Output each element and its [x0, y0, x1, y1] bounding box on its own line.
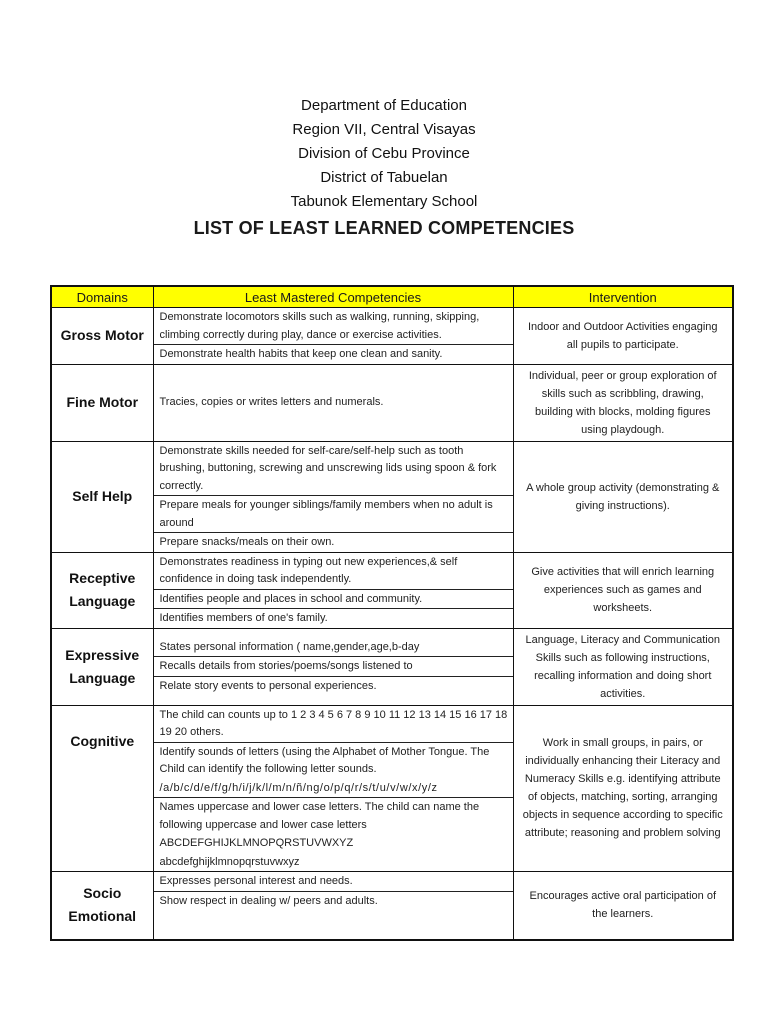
competency-item: Tracies, copies or writes letters and numerals.: [159, 396, 384, 409]
letter-sounds-item: /a/b/c/d/e/f/g/h/i/j/k/l/m/n/ñ/ng/o/p/q/r/s/t/u/v/w/x/y/z: [154, 779, 513, 799]
competency-item: Demonstrate locomotors skills such as walking, running, skipping, climbing correctly during play, dance or exercise activities.: [154, 308, 513, 345]
header-department: Department of Education: [301, 97, 467, 114]
competency-item: Identify sounds of letters (using the Alphabet of Mother Tongue. The Child can identify the following letter sounds.: [159, 745, 490, 775]
competency-item: The child can counts up to 1 2 3 4 5 6 7 8 9 10 11 12 13 14 15 16 17 18 19 20 others.: [154, 706, 513, 743]
intervention-cell: Give activities that will enrich learning experiences such as games and worksheets.: [513, 552, 733, 628]
uppercase-letters-item: ABCDEFGHIJKLMNOPQRSTUVWXYZ: [159, 837, 354, 849]
competencies-cell: [153, 364, 513, 441]
header-school: Tabunok Elementary School: [290, 193, 478, 210]
competency-item: Names uppercase and lower case letters. The child can name the following uppercase and lower case letters: [159, 801, 480, 831]
lowercase-letters-item: abcdefghijklmnopqrstuvwxyz: [159, 855, 300, 868]
intervention-cell: Individual, peer or group exploration of skills such as scribbling, drawing, building with blocks, molding figures using playdough.: [513, 364, 733, 441]
column-header-competencies: Least Mastered Competencies: [153, 286, 513, 308]
competency-item: Identifies people and places in school and community.: [154, 590, 513, 610]
table-row: [51, 552, 733, 628]
header-division: Division of Cebu Province: [298, 145, 470, 162]
competency-item: Show respect in dealing w/ peers and adults.: [159, 894, 378, 907]
document-title: LIST OF LEAST LEARNED COMPETENCIES: [193, 218, 575, 238]
column-header-domains: Domains: [51, 286, 153, 308]
competencies-cell: [153, 441, 513, 552]
table-row: [51, 705, 733, 872]
competencies-cell: [153, 872, 513, 940]
table-row: [51, 441, 733, 552]
domain-cell: Cognitive: [51, 705, 153, 872]
document-header: [0, 94, 768, 239]
domain-cell: Socio Emotional: [51, 872, 153, 940]
competency-item: Identifies members of one's family.: [159, 612, 328, 624]
competency-item: Demonstrates readiness in typing out new experiences,& self confidence in doing task independently.: [154, 553, 513, 590]
competency-item: Expresses personal interest and needs.: [154, 872, 513, 892]
domain-cell: Expressive Language: [51, 628, 153, 705]
competencies-table: [50, 285, 734, 941]
domain-cell: Receptive Language: [51, 552, 153, 628]
table-header-row: [51, 286, 733, 308]
header-district: District of Tabuelan: [320, 169, 448, 186]
domain-cell: Self Help: [51, 441, 153, 552]
competency-item: Recalls details from stories/poems/songs listened to: [154, 657, 513, 677]
competencies-cell: [153, 705, 513, 872]
table-row: [51, 628, 733, 705]
competency-item: Demonstrate skills needed for self-care/self-help such as tooth brushing, buttoning, screwing and unscrewing lids using spoon & fork correctly.: [154, 442, 513, 497]
intervention-cell: Language, Literacy and Communication Skills such as following instructions, recalling information and doing short activities.: [513, 628, 733, 705]
competency-item: States personal information ( name,gender,age,b-day: [154, 638, 513, 658]
competency-item: Prepare snacks/meals on their own.: [159, 536, 335, 548]
competency-item: Demonstrate health habits that keep one clean and sanity.: [159, 348, 443, 360]
competency-item: Relate story events to personal experiences.: [159, 679, 377, 692]
table-row: [51, 364, 733, 441]
intervention-cell: A whole group activity (demonstrating & giving instructions).: [513, 441, 733, 552]
intervention-cell: Encourages active oral participation of the learners.: [513, 872, 733, 940]
header-region: Region VII, Central Visayas: [292, 121, 476, 138]
domain-cell: Gross Motor: [51, 308, 153, 365]
competencies-cell: [153, 552, 513, 628]
table-row: [51, 308, 733, 365]
competencies-cell: [153, 628, 513, 705]
domain-cell: Fine Motor: [51, 364, 153, 441]
intervention-cell: Indoor and Outdoor Activities engaging all pupils to participate.: [513, 308, 733, 365]
intervention-cell: Work in small groups, in pairs, or individually enhancing their Literacy and Numeracy Skills e.g. identifying attribute of objects, matching, sorting, arranging objects in sequence according to specific attribute; reasoning and problem solving: [513, 705, 733, 872]
table-row: [51, 872, 733, 940]
competencies-cell: [153, 308, 513, 365]
column-header-intervention: Intervention: [513, 286, 733, 308]
competency-item: Prepare meals for younger siblings/family members when no adult is around: [154, 496, 513, 533]
